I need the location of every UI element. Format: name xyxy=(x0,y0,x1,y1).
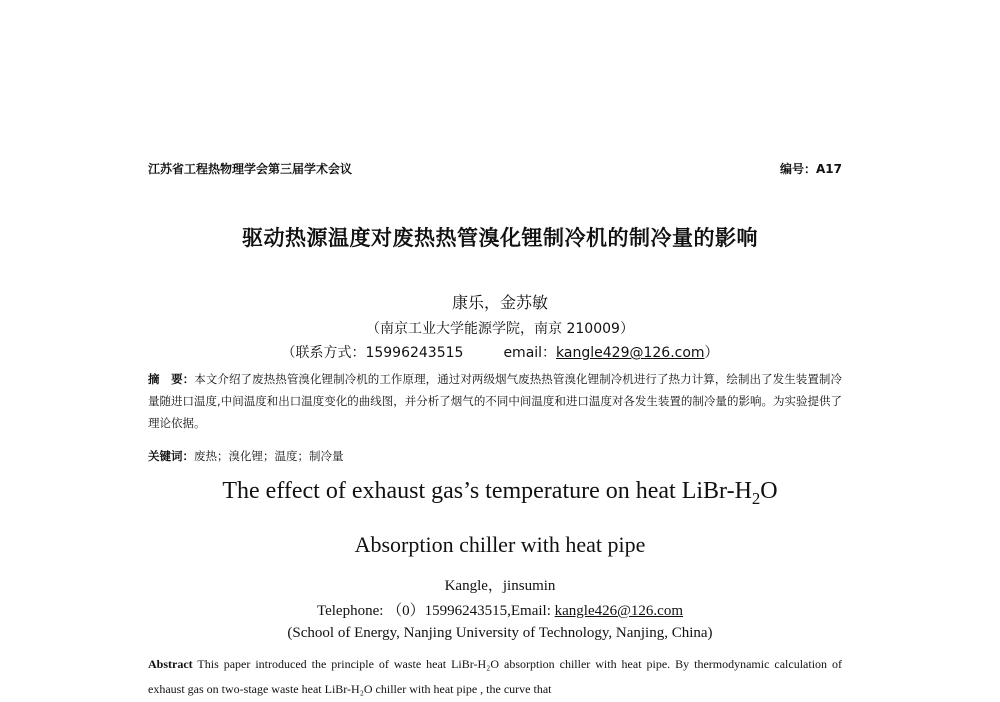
paper-number: 编号：A17 xyxy=(780,162,842,176)
contact-english xyxy=(0,599,1000,620)
abstract-chinese-label: 摘 要： xyxy=(148,372,195,386)
title-chinese: 驱动热源温度对废热热管溴化锂制冷机的制冷量的影响 xyxy=(242,226,758,250)
title-english-subscript: 2 xyxy=(751,488,761,508)
affiliation-chinese: （南京工业大学能源学院，南京 210009） xyxy=(366,321,634,337)
title-english-line1-main: The effect of exhaust gas’s temperature on heat LiBr-H xyxy=(222,478,752,504)
contact-english-text: Telephone: （0）15996243515,Email: xyxy=(316,603,555,619)
abstract-chinese xyxy=(148,368,842,434)
contact-email-link[interactable]: kangle429@126.com xyxy=(556,345,705,361)
keywords-chinese-label: 关键词： xyxy=(148,449,194,463)
conference-header: 江苏省工程热物理学会第三届学术会议 xyxy=(148,162,353,176)
abstract-chinese-text: 本文介绍了废热热管溴化锂制冷机的工作原理，通过对两级烟气废热热管溴化锂制冷机进行了热力计算，绘制出了发生装置制冷量随进口温度,中间温度和出口温度变化的曲线图，并分析了烟气的不同中间温度和进口温度对各发生装置的制冷量的影响。为实验提供了理论依据。 xyxy=(148,372,843,430)
title-english-line2: Absorption chiller with heat pipe xyxy=(354,532,646,557)
contact-phone: （联系方式：15996243515 xyxy=(281,345,464,361)
keywords-chinese xyxy=(148,448,842,464)
abstract-english-text: This paper introduced the principle of waste heat LiBr-H₂O absorption chiller with heat pipe. By thermodynamic calculation of exhaust gas on two-stage waste heat LiBr-H₂O chiller with heat pipe , the curve that xyxy=(148,657,842,696)
authors-chinese: 康乐，金苏敏 xyxy=(451,293,548,312)
affiliation-english: (School of Energy, Nanjing University of Technology, Nanjing, China) xyxy=(287,625,713,641)
abstract-english-label: Abstract xyxy=(148,657,193,671)
abstract-english xyxy=(148,652,842,702)
title-english-line1 xyxy=(0,478,1000,509)
contact-chinese xyxy=(0,342,1000,362)
authors-english: Kangle，jinsumin xyxy=(444,578,556,594)
contact-close: ） xyxy=(704,345,719,361)
keywords-chinese-text: 废热；溴化锂；温度；制冷量 xyxy=(194,449,344,463)
title-english-line1-end: O xyxy=(760,478,778,504)
contact-english-email-link[interactable]: kangle426@126.com xyxy=(554,603,684,619)
contact-email-label: email： xyxy=(503,345,557,361)
